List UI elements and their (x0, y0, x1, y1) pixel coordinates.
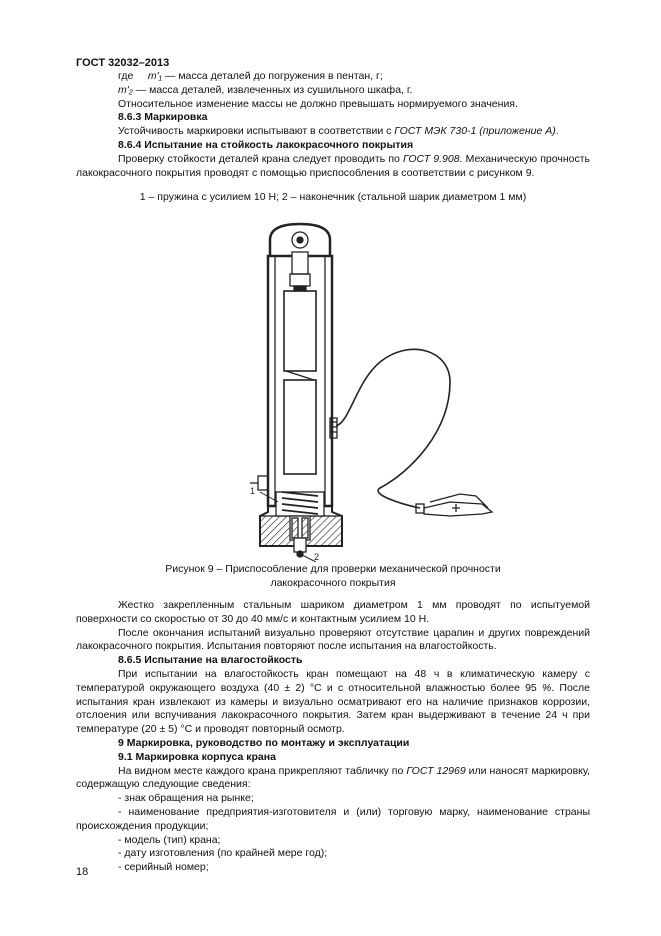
section-heading-9: 9 Маркировка, руководство по монтажу и эксплуатации (118, 736, 410, 749)
paragraph: На видном месте каждого крана прикрепляют табличку по ГОСТ 12969 или наносят маркировку, содержащую следующие сведения: (76, 764, 590, 791)
figure-legend: 1 – пружина с усилием 10 Н; 2 – наконечник (стальной шарик диаметром 1 мм) (139, 191, 527, 204)
list-item: - дату изготовления (по крайней мере год); (118, 847, 328, 860)
standard-reference: ГОСТ МЭК 730-1 (приложение А) (394, 125, 556, 138)
paragraph: Относительное изменение массы не должно превышать нормируемого значения. (118, 97, 518, 110)
section-heading-8-6-4: 8.6.4 Испытание на стойкость лакокрасочного покрытия (118, 138, 414, 151)
upper-text-block (76, 70, 590, 205)
list-item: - модель (тип) крана; (118, 833, 221, 846)
formula-legend-1: где m'₁ — масса деталей до погружения в пентан, г; (118, 70, 383, 82)
figure-label-1: 1 (250, 486, 256, 496)
section-heading-8-6-3: 8.6.3 Маркировка (118, 111, 208, 124)
list-item: - знак обращения на рынке; (118, 792, 254, 805)
list-item: - наименование предприятия-изготовителя и (или) торговую марку, наименование страны происхождения продукции; (76, 805, 590, 832)
figure-label-2: 2 (314, 552, 320, 562)
lower-text-block (76, 599, 590, 875)
paragraph: После окончания испытаний визуально проверяют отсутствие царапин и других повреждений лакокрасочного покрытия. Испытания повторяют после испытания на влагостойкость. (76, 626, 590, 653)
paragraph: Жестко закрепленным стальным шариком диаметром 1 мм проводят по испытуемой поверхности со скоростью от 30 до 40 мм/с и контактным усилием 10 Н. (76, 599, 590, 625)
section-heading-9-1: 9.1 Маркировка корпуса крана (118, 750, 276, 763)
list-item: - серийный номер; (118, 861, 209, 874)
page-number: 18 (76, 866, 89, 878)
standard-reference: ГОСТ 9.908 (402, 152, 460, 165)
figure-caption: Рисунок 9 – Приспособление для проверки механической прочности лакокрасочного покрытия (165, 563, 501, 589)
paragraph: Устойчивость маркировки испытывают в соответствии с ГОСТ МЭК 730-1 (приложение А). (118, 125, 559, 138)
paragraph: Проверку стойкости деталей крана следует проводить по ГОСТ 9.908. Механическую прочность лакокрасочного покрытия проводят с помощью приспособления в соответствии с рисунком 9. (76, 152, 590, 179)
section-heading-8-6-5: 8.6.5 Испытание на влагостойкость (118, 654, 303, 667)
standard-reference: ГОСТ 12969 (406, 764, 466, 777)
formula-legend-2: m'₂ — масса деталей, извлеченных из сушильного шкафа, г. (118, 83, 413, 96)
document-header: ГОСТ 32032–2013 (76, 57, 170, 69)
figure-9-drawing (230, 212, 500, 562)
paragraph: При испытании на влагостойкость кран помещают на 48 ч в климатическую камеру с температурой окружающего воздуха (40 ± 2) °С и с относительной влажностью более 95 %. После испытания кран извлекают из камеры и визуально осматривают его на наличие признаков коррозии, отслоения или вспучивания лакокрасочного покрытия. Затем кран выдерживают в течение 24 ч при температуре (20 ± 5) °С и проводят повторный осмотр. (76, 667, 591, 736)
